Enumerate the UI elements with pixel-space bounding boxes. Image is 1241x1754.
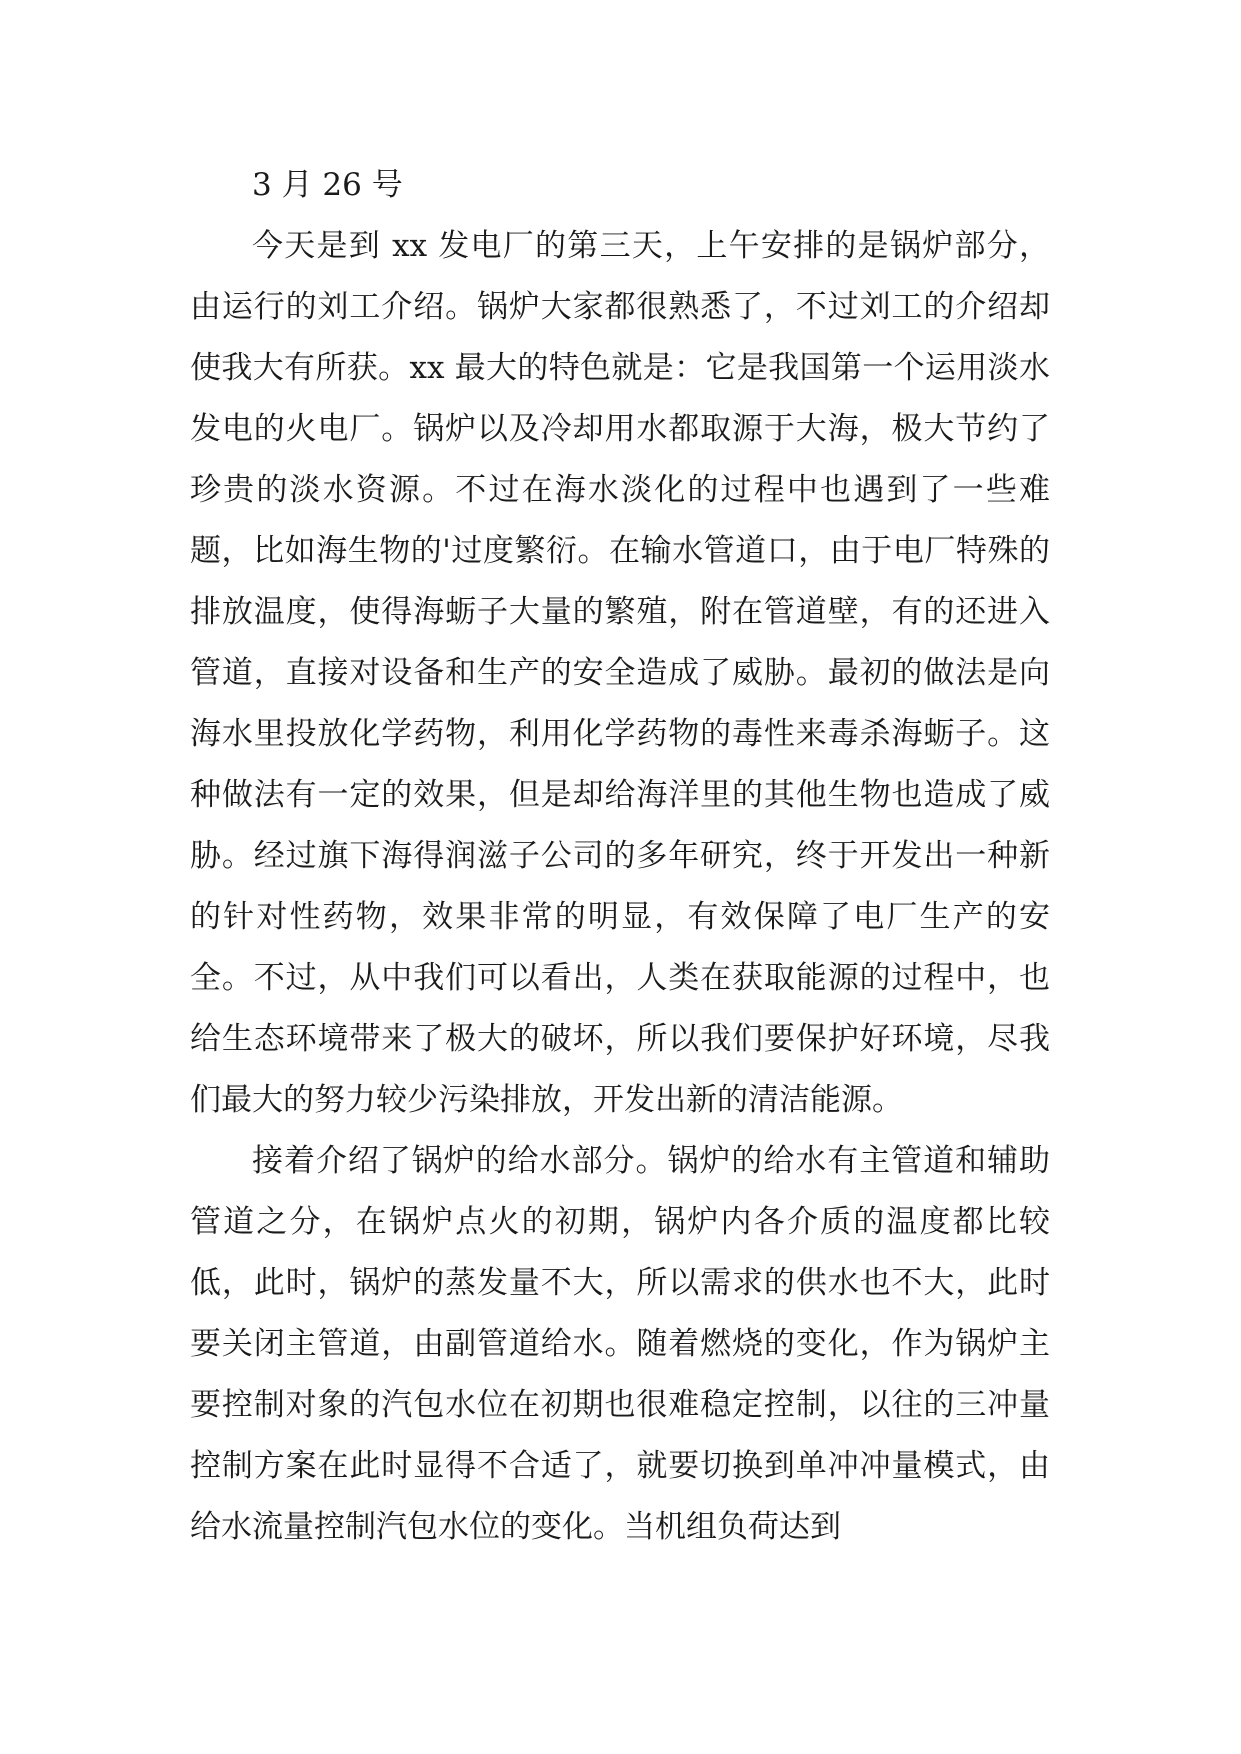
document-body — [190, 155, 1050, 1558]
paragraph-boiler-feedwater: 接着介绍了锅炉的给水部分。锅炉的给水有主管道和辅助管道之分，在锅炉点火的初期，锅炉内各介质的温度都比较低，此时，锅炉的蒸发量不大，所以需求的供水也不大，此时要关闭主管道，由副管道给水。随着燃烧的变化，作为锅炉主要控制对象的汽包水位在初期也很难稳定控制，以往的三冲量控制方案在此时显得不合适了，就要切换到单冲冲量模式，由给水流量控制汽包水位的变化。当机组负荷达到 — [190, 1143, 1050, 1545]
date-heading: 3 月 26 号 — [252, 167, 403, 203]
paragraph-boiler-seawater: 今天是到 xx 发电厂的第三天，上午安排的是锅炉部分，由运行的刘工介绍。锅炉大家都很熟悉了，不过刘工的介绍却使我大有所获。xx 最大的特色就是：它是我国第一个运用淡水发电的火电厂。锅炉以及冷却用水都取源于大海，极大节约了珍贵的淡水资源。不过在海水淡化的过程中也遇到了一些难题，比如海生物的'过度繁衍。在输水管道口，由于电厂特殊的排放温度，使得海蛎子大量的繁殖，附在管道壁，有的还进入管道，直接对设备和生产的安全造成了威胁。最初的做法是向海水里投放化学药物，利用化学药物的毒性来毒杀海蛎子。这种做法有一定的效果，但是却给海洋里的其他生物也造成了威胁。经过旗下海得润滋子公司的多年研究，终于开发出一种新的针对性药物，效果非常的明显，有效保障了电厂生产的安全。不过，从中我们可以看出，人类在获取能源的过程中，也给生态环境带来了极大的破坏，所以我们要保护好环境，尽我们最大的努力较少污染排放，开发出新的清洁能源。 — [190, 228, 1050, 1118]
